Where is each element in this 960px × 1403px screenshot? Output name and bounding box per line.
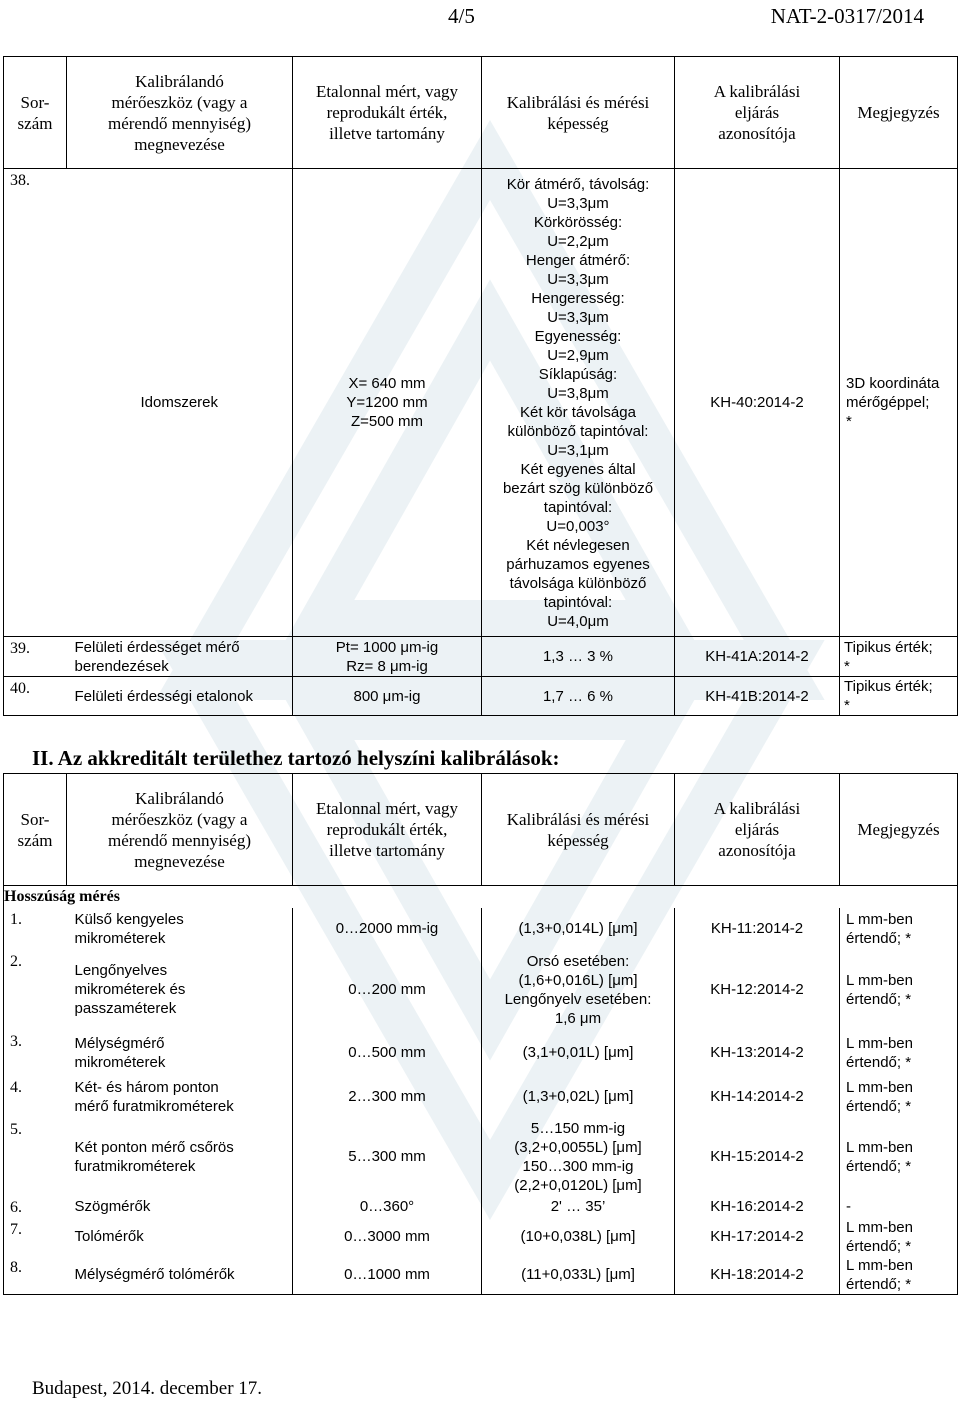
row-capability: (1,3+0,02L) [μm] — [482, 1076, 675, 1118]
footer-date: Budapest, 2014. december 17. — [32, 1378, 263, 1399]
row-capability: 1,7 … 6 % — [482, 677, 675, 716]
row-number: 2. — [4, 950, 67, 1030]
row-procedure: KH-41A:2014-2 — [675, 637, 840, 677]
row-number: 8. — [4, 1256, 67, 1295]
section-title: Hosszúság mérés — [4, 886, 958, 908]
col-name: Kalibrálandó mérőeszköz (vagy a mérendő mennyiség) megnevezése — [67, 57, 293, 169]
row-notes: L mm-ben értendő; * — [840, 950, 958, 1030]
row-name: Felületi érdességi etalonok — [67, 677, 293, 716]
table-2-body — [4, 908, 958, 1295]
row-capability: (3,1+0,01L) [μm] — [482, 1030, 675, 1076]
row-number: 38. — [4, 169, 67, 637]
row-procedure: KH-18:2014-2 — [675, 1256, 840, 1295]
row-range: 0…3000 mm — [293, 1218, 482, 1256]
table-row-38 — [4, 169, 958, 637]
col-notes: Megjegyzés — [840, 774, 958, 886]
row-capability: 5…150 mm-ig (3,2+0,0055L) [μm] 150…300 mm-ig (2,2+0,0120L) [μm] — [482, 1118, 675, 1196]
row-range: 0…500 mm — [293, 1030, 482, 1076]
col-capability: Kalibrálási és mérési képesség — [482, 774, 675, 886]
table-row — [4, 908, 958, 950]
row-number: 6. — [4, 1196, 67, 1218]
row-name: Szögmérők — [67, 1196, 293, 1218]
calibration-table-1 — [3, 56, 958, 716]
section-2-title: II. Az akkreditált területhez tartozó helyszíni kalibrálások: — [32, 746, 560, 770]
row-number: 39. — [4, 637, 67, 677]
row-notes: L mm-ben értendő; * — [840, 1076, 958, 1118]
row-procedure: KH-17:2014-2 — [675, 1218, 840, 1256]
row-notes: L mm-ben értendő; * — [840, 908, 958, 950]
row-capability: 1,3 … 3 % — [482, 637, 675, 677]
col-range: Etalonnal mért, vagy reprodukált érték, illetve tartomány — [293, 774, 482, 886]
row-procedure: KH-15:2014-2 — [675, 1118, 840, 1196]
table-row-40 — [4, 677, 958, 716]
row-name: Mélységmérő tolómérők — [67, 1256, 293, 1295]
row-number: 4. — [4, 1076, 67, 1118]
row-procedure: KH-12:2014-2 — [675, 950, 840, 1030]
table-row — [4, 1030, 958, 1076]
table-row — [4, 950, 958, 1030]
row-range: 0…1000 mm — [293, 1256, 482, 1295]
table-row — [4, 1218, 958, 1256]
row-name: Két- és három ponton mérő furatmikrométerek — [67, 1076, 293, 1118]
row-number: 5. — [4, 1118, 67, 1196]
table-row — [4, 1076, 958, 1118]
row-notes: L mm-ben értendő; * — [840, 1218, 958, 1256]
row-number: 7. — [4, 1218, 67, 1256]
table-row — [4, 1118, 958, 1196]
row-notes: Tipikus érték; * — [840, 637, 958, 677]
row-range: 800 μm-ig — [293, 677, 482, 716]
row-procedure: KH-11:2014-2 — [675, 908, 840, 950]
row-capability: Orsó esetében: (1,6+0,016L) [μm] Lengőnyelv esetében: 1,6 μm — [482, 950, 675, 1030]
row-notes: 3D koordináta mérőgéppel; * — [840, 169, 958, 637]
page-header — [0, 0, 960, 30]
row-procedure: KH-41B:2014-2 — [675, 677, 840, 716]
table-row — [4, 1256, 958, 1295]
col-range: Etalonnal mért, vagy reprodukált érték, illetve tartomány — [293, 57, 482, 169]
row-name: Két ponton mérő csőrös furatmikrométerek — [67, 1118, 293, 1196]
row-capability: (1,3+0,014L) [μm] — [482, 908, 675, 950]
col-sorszam: Sor- szám — [4, 774, 67, 886]
row-name: Felületi érdességet mérő berendezések — [67, 637, 293, 677]
table-header-row — [4, 774, 958, 886]
row-range: X= 640 mm Y=1200 mm Z=500 mm — [293, 169, 482, 637]
col-name: Kalibrálandó mérőeszköz (vagy a mérendő mennyiség) megnevezése — [67, 774, 293, 886]
row-procedure: KH-14:2014-2 — [675, 1076, 840, 1118]
row-procedure: KH-13:2014-2 — [675, 1030, 840, 1076]
row-name: Külső kengyeles mikrométerek — [67, 908, 293, 950]
row-number: 40. — [4, 677, 67, 716]
row-capability: 2' … 35’ — [482, 1196, 675, 1218]
page-number: 4/5 — [448, 4, 475, 28]
row-notes: L mm-ben értendő; * — [840, 1030, 958, 1076]
row-range: Pt= 1000 μm-ig Rz= 8 μm-ig — [293, 637, 482, 677]
row-notes: L mm-ben értendő; * — [840, 1256, 958, 1295]
section-row — [4, 886, 958, 908]
row-range: 0…200 mm — [293, 950, 482, 1030]
row-notes: Tipikus érték; * — [840, 677, 958, 716]
row-notes: L mm-ben értendő; * — [840, 1118, 958, 1196]
table-header-row — [4, 57, 958, 169]
col-procedure: A kalibrálási eljárás azonosítója — [675, 774, 840, 886]
row-range: 5…300 mm — [293, 1118, 482, 1196]
row-capability: (11+0,033L) [μm] — [482, 1256, 675, 1295]
row-range: 0…360° — [293, 1196, 482, 1218]
row-name: Mélységmérő mikrométerek — [67, 1030, 293, 1076]
row-procedure: KH-16:2014-2 — [675, 1196, 840, 1218]
table-row-39 — [4, 637, 958, 677]
row-number: 3. — [4, 1030, 67, 1076]
row-notes: - — [840, 1196, 958, 1218]
col-sorszam: Sor- szám — [4, 57, 67, 169]
row-capability: Kör átmérő, távolság: U=3,3μm Körkörösség: U=2,2μm Henger átmérő: U=3,3μm Hengeresség: U=3,3μm Egyenesség: U=2,9μm Síklapúság: U=3,8μm Két kör távolsága különböző tapintóval: U=3,1μm Két egyenes által bezárt szög különböző tapintóval: U=0,003° Két névlegesen párhuzamos egyenes távolsága különböző tapintóval: U=4,0μm — [482, 169, 675, 637]
row-name: Lengőnyelves mikrométerek és passzaméterek — [67, 950, 293, 1030]
calibration-table-2 — [3, 773, 958, 1295]
row-range: 2…300 mm — [293, 1076, 482, 1118]
row-capability: (10+0,038L) [μm] — [482, 1218, 675, 1256]
document-code: NAT-2-0317/2014 — [770, 4, 924, 28]
row-procedure: KH-40:2014-2 — [675, 169, 840, 637]
row-range: 0…2000 mm-ig — [293, 908, 482, 950]
col-procedure: A kalibrálási eljárás azonosítója — [675, 57, 840, 169]
row-name: Tolómérők — [67, 1218, 293, 1256]
table-row — [4, 1196, 958, 1218]
row-name: Idomszerek — [67, 169, 293, 637]
col-capability: Kalibrálási és mérési képesség — [482, 57, 675, 169]
row-number: 1. — [4, 908, 67, 950]
col-notes: Megjegyzés — [840, 57, 958, 169]
